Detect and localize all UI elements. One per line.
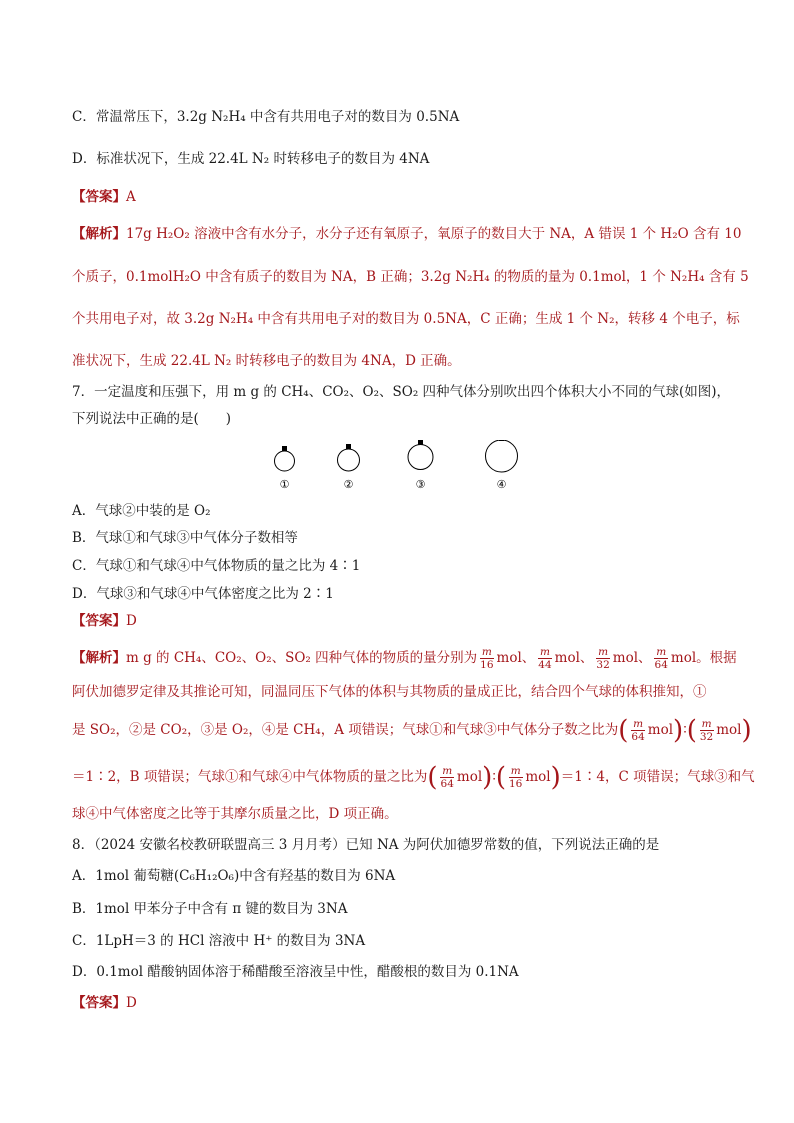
separator: 、: [579, 650, 594, 666]
denominator: 64: [631, 731, 645, 743]
q7-explanation-line-4: ＝1∶2，B 项错误；气球①和气球④中气体物质的量之比为( $\frac{m}{64}$ mol)∶( $\frac{m}{16}$ mol)＝1∶4，C 项错误；气球③和气: [72, 762, 755, 793]
q7-option-b: B．气球①和气球③中气体分子数相等: [72, 530, 298, 546]
q6-explanation-line-1: [72, 225, 742, 243]
numerator: m: [481, 646, 492, 658]
explanation-text: ＝1∶4，C 项错误；气球③和气: [560, 769, 755, 785]
q8-option-c: C．1LpH＝3 的 HCl 溶液中 H⁺ 的数目为 3NA: [72, 933, 366, 949]
explanation-text: m g 的 CH₄、CO₂、O₂、SO₂ 四种气体的物质的量分别为: [126, 650, 478, 666]
answer-label: 【答案】: [72, 189, 126, 205]
q7-stem-line-2: 下列说法中正确的是( ): [72, 411, 232, 427]
balloon-label-1: ①: [279, 478, 290, 491]
explanation-text: 是 SO₂，②是 CO₂，③是 O₂，④是 CH₄，A 项错误；气球①和气球③中气体分子数之比为: [72, 722, 619, 738]
numerator: m: [633, 718, 644, 730]
fraction-m-16: [478, 646, 495, 671]
answer-label: 【答案】: [72, 995, 126, 1011]
fraction-m-64: [439, 765, 456, 790]
q8-option-b: B．1mol 甲苯分子中含有 π 键的数目为 3NA: [72, 901, 348, 917]
q8-option-d: D．0.1mol 醋酸钠固体溶于稀醋酸至溶液呈中性，醋酸根的数目为 0.1NA: [72, 964, 519, 980]
fraction-m-16: [507, 765, 524, 790]
numerator: m: [701, 718, 712, 730]
numerator: m: [510, 765, 521, 777]
unit: mol: [496, 650, 522, 666]
q7-option-c: C．气球①和气球④中气体物质的量之比为 4∶1: [72, 558, 361, 574]
q8-answer: [72, 994, 734, 1012]
balloon-label-4: ④: [496, 478, 507, 491]
q7-answer: [72, 612, 734, 630]
balloon-label-2: ②: [343, 478, 354, 491]
fraction-m-64: [629, 718, 646, 743]
denominator: 44: [538, 659, 552, 671]
separator: 、: [521, 650, 536, 666]
ratio-colon: ∶: [492, 769, 496, 785]
denominator: 16: [480, 659, 494, 671]
balloon-3: [408, 440, 433, 491]
balloon-figure: [260, 440, 560, 492]
denominator: 32: [699, 731, 714, 743]
q6-answer: [72, 188, 734, 206]
numerator: m: [539, 646, 550, 658]
ratio-colon: ∶: [683, 722, 687, 738]
explanation-label: 【解析】: [72, 226, 126, 242]
q6-explanation-line-3: 个共用电子对，故 3.2g N₂H₄ 中含有共用电子对的数目为 0.5NA，C 正确；生成 1 个 N₂，转移 4 个电子，标: [72, 311, 740, 327]
q6-explanation-line-4: 准状况下，生成 22.4L N₂ 时转移电子的数目为 4NA，D 正确。: [72, 353, 461, 369]
q8-stem: 8．（2024 安徽名校教研联盟高三 3 月月考）已知 NA 为阿伏加德罗常数的值，下列说法正确的是: [72, 837, 660, 853]
unit: mol: [612, 650, 639, 666]
balloon-1: [275, 446, 295, 491]
explanation-text: 17g H₂O₂ 溶液中含有水分子，水分子还有氧原子，氧原子的数目大于 NA，A 错误 1 个 H₂O 含有 10: [126, 226, 742, 242]
fraction-m-44: [536, 646, 553, 671]
numerator: m: [656, 646, 667, 658]
q7-explanation-line-3: 是 SO₂，②是 CO₂，③是 O₂，④是 CH₄，A 项错误；气球①和气球③中气体分子数之比为( $\frac{m}{64}$ mol)∶( $\frac{m}{32}$ mol): [72, 715, 752, 746]
answer-value: D: [126, 995, 137, 1011]
q8-option-a: A．1mol 葡萄糖(C₆H₁₂O₆)中含有羟基的数目为 6NA: [72, 868, 396, 884]
answer-value: D: [126, 613, 137, 629]
fraction-m-64: [653, 646, 670, 671]
balloon-label-3: ③: [415, 478, 426, 491]
denominator: 16: [509, 778, 523, 790]
q7-explanation-line-2: 阿伏加德罗定律及其推论可知，同温同压下气体的体积与其物质的量成正比，结合四个气球的体积推知，①: [72, 684, 707, 700]
explanation-text: mol。根据: [670, 650, 737, 666]
separator: 、: [638, 650, 652, 666]
q6-explanation-line-2: 个质子，0.1molH₂O 中含有质子的数目为 NA，B 正确；3.2g N₂H₄ 的物质的量为 0.1mol，1 个 N₂H₄ 含有 5: [72, 269, 749, 285]
answer-label: 【答案】: [72, 613, 126, 629]
unit: mol: [647, 722, 674, 738]
answer-value: A: [126, 189, 136, 205]
q7-explanation-line-5: 球④中气体密度之比等于其摩尔质量之比，D 项正确。: [72, 806, 398, 822]
fraction-m-32: [594, 646, 611, 671]
balloon-2: [338, 444, 360, 491]
q6-option-c: C．常温常压下，3.2g N₂H₄ 中含有共用电子对的数目为 0.5NA: [72, 109, 460, 125]
denominator: 32: [596, 659, 610, 671]
unit: mol: [716, 722, 742, 738]
q7-option-d: D．气球③和气球④中气体密度之比为 2∶1: [72, 586, 334, 602]
numerator: m: [442, 765, 453, 777]
numerator: m: [598, 646, 609, 658]
unit: mol: [554, 650, 580, 666]
unit: mol: [525, 769, 551, 785]
q7-stem-line-1: 7．一定温度和压强下，用 m g 的 CH₄、CO₂、O₂、SO₂ 四种气体分别吹出四个体积大小不同的气球(如图)，: [72, 384, 731, 400]
explanation-text: ＝1∶2，B 项错误；气球①和气球④中气体物质的量之比为: [72, 769, 428, 785]
fraction-m-32: [698, 718, 715, 743]
unit: mol: [456, 769, 483, 785]
denominator: 64: [654, 659, 668, 671]
q6-option-d: D．标准状况下，生成 22.4L N₂ 时转移电子的数目为 4NA: [72, 151, 430, 167]
q7-explanation-line-1: [72, 646, 737, 671]
denominator: 64: [440, 778, 454, 790]
explanation-label: 【解析】: [72, 650, 126, 666]
balloon-4: [486, 440, 518, 491]
q7-option-a: A．气球②中装的是 O₂: [72, 503, 211, 519]
